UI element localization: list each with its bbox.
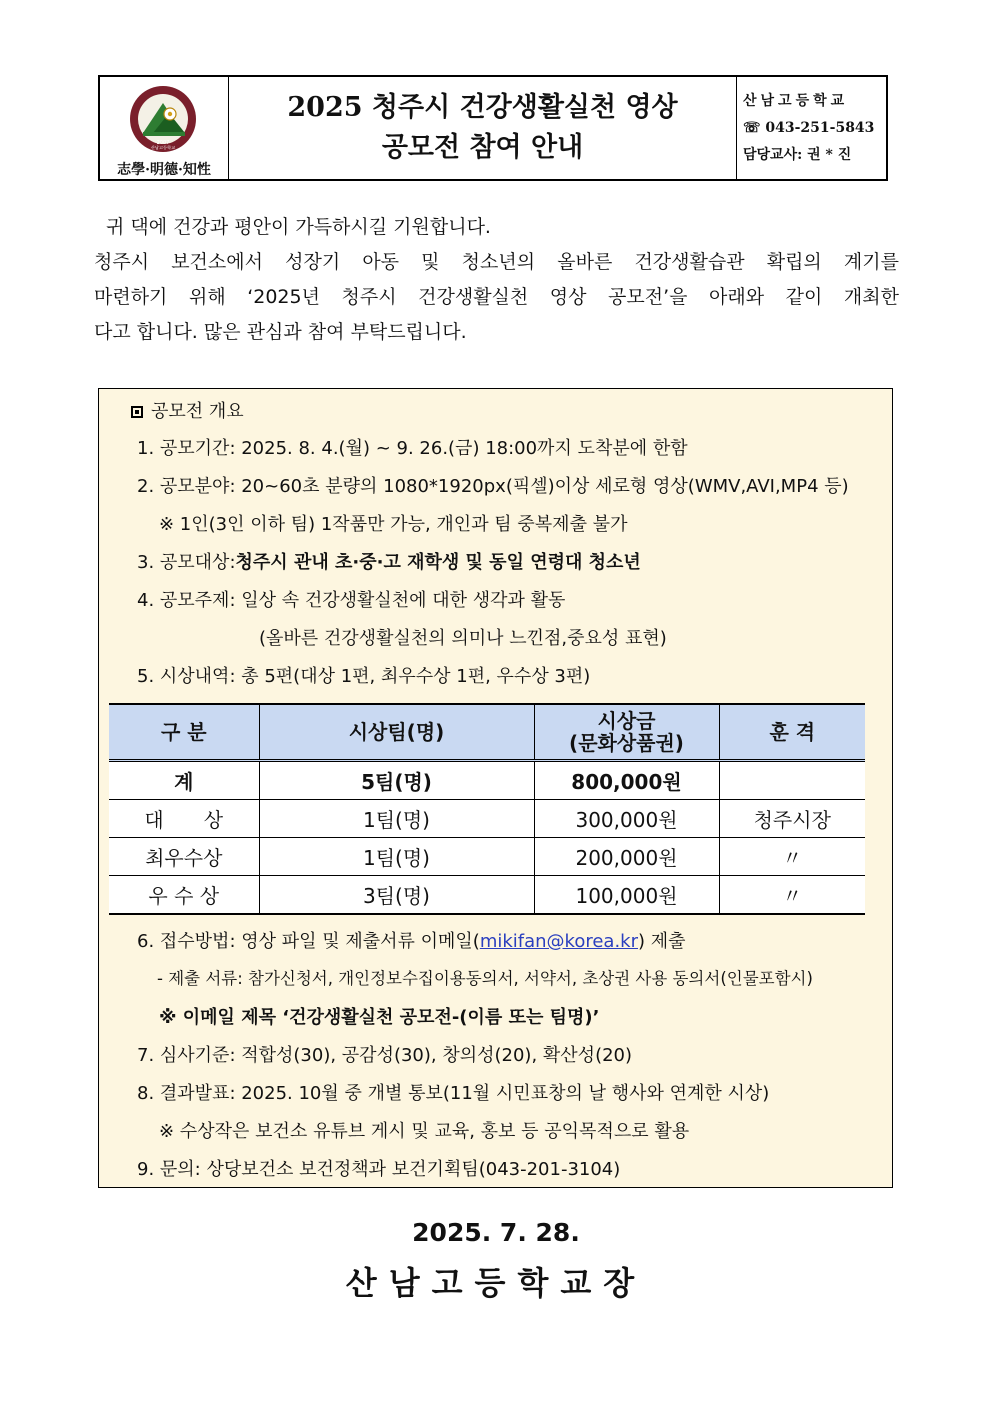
intro-line-3: 다고 합니다. 많은 관심과 참여 부탁드립니다. [94,321,467,343]
cell: 3팀(명) [259,876,534,915]
cell: 계 [109,761,259,800]
cell: 대 상 [109,800,259,838]
overview-item-5: 5. 시상내역: 총 5편(대상 1편, 최우수상 1편, 우수상 3편) [137,666,591,687]
table-row [109,838,865,876]
square-bullet-icon [131,406,143,418]
intro-paragraph [94,210,899,350]
table-row [109,876,865,915]
cell: 200,000원 [534,838,719,876]
overview-item-8: 8. 결과발표: 2025. 10월 중 개별 통보(11월 시민표창의 날 행사와 연계한 시상) [137,1083,770,1104]
principal-signature: 산남고등학교장 [345,1264,647,1302]
overview-heading: 공모전 개요 [131,397,244,423]
header-category: 구 분 [109,704,259,761]
school-logo-cell [100,77,229,179]
overview-item-4: 4. 공모주제: 일상 속 건강생활실천에 대한 생각과 활동 [137,590,566,611]
document-title [229,77,736,179]
cell: 〃 [719,876,865,915]
awards-table-header [109,704,865,761]
contact-email-link[interactable]: mikifan@korea.kr [479,931,638,952]
header-prize: 시상금 (문화상품권) [534,704,719,761]
cell: 5팀(명) [259,761,534,800]
overview-item-1: 1. 공모기간: 2025. 8. 4.(월) ~ 9. 26.(금) 18:00까지 도착분에 한함 [137,438,688,459]
school-contact-info [736,77,886,179]
cell: 청주시장 [719,800,865,838]
cell: 1팀(명) [259,838,534,876]
svg-text:산남고등학교: 산남고등학교 [150,145,176,150]
overview-item-3: 3. 공모대상:청주시 관내 초·중·고 재학생 및 동일 연령대 청소년 [137,552,641,573]
header-title: 훈 격 [719,704,865,761]
cell: 우 수 상 [109,876,259,915]
overview-item-2-note: ※ 1인(3인 이하 팀) 1작품만 가능, 개인과 팀 중복제출 불가 [159,514,628,535]
header-teams: 시상팀(명) [259,704,534,761]
cell: 최우수상 [109,838,259,876]
school-motto: 志學·明德·知性 [117,162,211,178]
title-line-2: 공모전 참여 안내 [381,132,584,163]
greeting-line: 귀 댁에 건강과 평안이 가득하시길 기원합니다. [106,216,491,238]
title-line-1: 2025 청주시 건강생활실천 영상 [287,92,678,123]
teacher-in-charge: 담당교사: 권 * 진 [743,146,852,163]
overview-box [98,388,893,1188]
school-phone: ☏ 043-251-5843 [743,119,875,136]
overview-item-4-sub: (올바른 건강생활실천의 의미나 느낀점,중요성 표현) [259,628,667,649]
cell [719,761,865,800]
table-row [109,761,865,800]
cell: 300,000원 [534,800,719,838]
cell: 1팀(명) [259,800,534,838]
document-header [98,75,888,181]
cell: 〃 [719,838,865,876]
svg-text:2007: 2007 [156,140,170,146]
cell: 800,000원 [534,761,719,800]
overview-item-8-note: ※ 수상작은 보건소 유튜브 게시 및 교육, 홍보 등 공익목적으로 활용 [159,1121,690,1142]
awards-table [109,703,865,915]
cell: 100,000원 [534,876,719,915]
table-row [109,800,865,838]
overview-item-6-docs: - 제출 서류: 참가신청서, 개인정보수집이용동의서, 서약서, 초상권 사용 동의서(인물포함시) [157,969,813,988]
school-emblem-icon [129,85,197,153]
intro-line-1: 청주시 보건소에서 성장기 아동 및 청소년의 올바른 건강생활습관 확립의 계기를 [94,251,899,273]
overview-item-6-note: ※ 이메일 제목 ‘건강생활실천 공모전-(이름 또는 팀명)’ [159,1007,600,1028]
overview-item-6: 6. 접수방법: 영상 파일 및 제출서류 이메일(mikifan@korea.kr) 제출 [137,931,686,952]
overview-item-7: 7. 심사기준: 적합성(30), 공감성(30), 창의성(20), 확산성(20) [137,1045,633,1066]
overview-item-9: 9. 문의: 상당보건소 보건정책과 보건기획팀(043-201-3104) [137,1159,621,1180]
intro-line-2: 마련하기 위해 ‘2025년 청주시 건강생활실천 영상 공모전’을 아래와 같이 개최한 [94,286,899,308]
document-date: 2025. 7. 28. [412,1218,580,1247]
school-name: 산남고등학교 [743,92,849,109]
overview-item-2: 2. 공모분야: 20~60초 분량의 1080*1920px(픽셀)이상 세로형 영상(WMV,AVI,MP4 등) [137,476,849,497]
